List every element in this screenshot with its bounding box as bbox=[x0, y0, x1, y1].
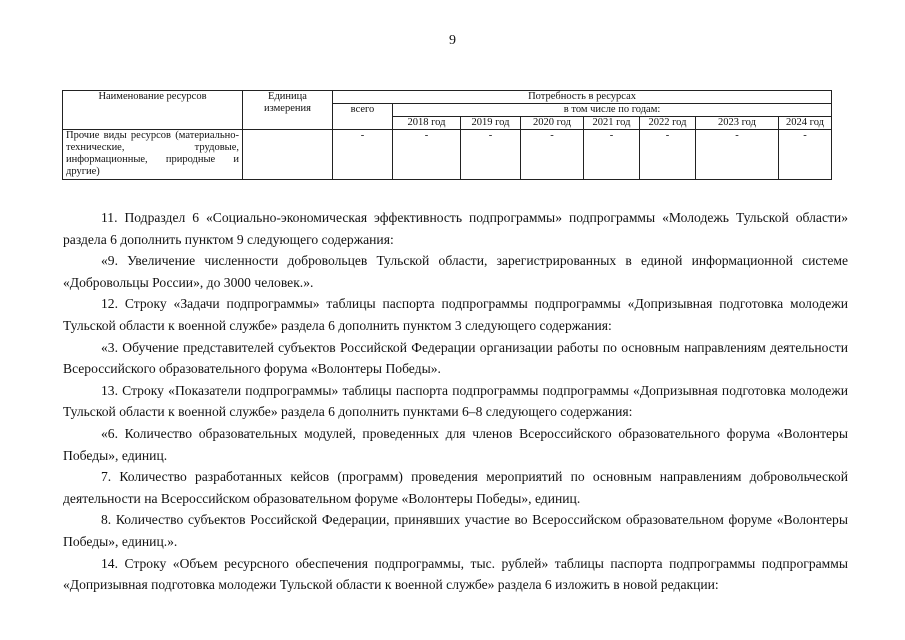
row-value: - bbox=[521, 130, 584, 180]
row-unit bbox=[243, 130, 333, 180]
header-year: 2023 год bbox=[696, 117, 779, 130]
row-value: - bbox=[696, 130, 779, 180]
header-year: 2024 год bbox=[779, 117, 832, 130]
row-value: - bbox=[393, 130, 461, 180]
paragraph: «6. Количество образовательных модулей, проведенных для членов Всероссийского образовательного форума «Волонтеры Победы», единиц. bbox=[63, 425, 848, 463]
header-need: Потребность в ресурсах bbox=[333, 91, 832, 104]
row-value: - bbox=[640, 130, 696, 180]
header-year: 2019 год bbox=[461, 117, 521, 130]
header-resource-name: Наименование ресурсов bbox=[63, 91, 243, 130]
document-body bbox=[63, 207, 848, 596]
paragraph: 13. Строку «Показатели подпрограммы» таблицы паспорта подпрограммы подпрограммы «Допризывная подготовка молодежи Тульской области к военной службе» раздела 6 дополнить пунктами 6–8 следующего содержания: bbox=[63, 382, 848, 420]
header-unit: Единица измерения bbox=[243, 91, 333, 130]
header-total: всего bbox=[333, 104, 393, 130]
header-year: 2021 год bbox=[584, 117, 640, 130]
paragraph: 11. Подраздел 6 «Социально-экономическая эффективность подпрограммы» подпрограммы «Молодежь Тульской области» раздела 6 дополнить пунктом 9 следующего содержания: bbox=[63, 210, 848, 247]
resources-table bbox=[62, 90, 832, 180]
paragraph: 7. Количество разработанных кейсов (программ) проведения мероприятий по основным направлениям добровольческой деятельности на Всероссийском образовательном форуме «Волонтеры Победы», единиц. bbox=[63, 469, 848, 506]
paragraph: 12. Строку «Задачи подпрограммы» таблицы паспорта подпрограммы подпрограммы «Допризывная подготовка молодежи Тульской области к военной службе» раздела 6 дополнить пунктом 3 следующего содержания: bbox=[63, 296, 848, 333]
table-row bbox=[63, 130, 832, 180]
header-year: 2020 год bbox=[521, 117, 584, 130]
paragraph: 8. Количество субъектов Российской Федерации, принявших участие во Всероссийском образовательном форуме «Волонтеры Победы», единиц.». bbox=[63, 512, 848, 549]
header-by-years: в том числе по годам: bbox=[393, 104, 832, 117]
paragraph: «9. Увеличение численности добровольцев Тульской области, зарегистрированных в единой информационной системе «Добровольцы России», до 3000 человек.». bbox=[63, 253, 848, 290]
paragraph: 14. Строку «Объем ресурсного обеспечения подпрограммы, тыс. рублей» таблицы паспорта подпрограммы подпрограммы «Допризывная подготовка молодежи Тульской области к военной службе» раздела 6 изложить в новой редакции: bbox=[63, 555, 848, 593]
page-number: 9 bbox=[449, 33, 456, 48]
header-year: 2022 год bbox=[640, 117, 696, 130]
paragraph: «3. Обучение представителей субъектов Российской Федерации организации работы по основным направлениям деятельности Всероссийского образовательного форума «Волонтеры Победы». bbox=[63, 339, 848, 377]
row-value: - bbox=[461, 130, 521, 180]
row-value: - bbox=[779, 130, 832, 180]
header-year: 2018 год bbox=[393, 117, 461, 130]
row-total: - bbox=[333, 130, 393, 180]
row-value: - bbox=[584, 130, 640, 180]
row-resource-name: Прочие виды ресурсов (материально-технические, трудовые, информационные, природные и другие) bbox=[63, 130, 243, 180]
